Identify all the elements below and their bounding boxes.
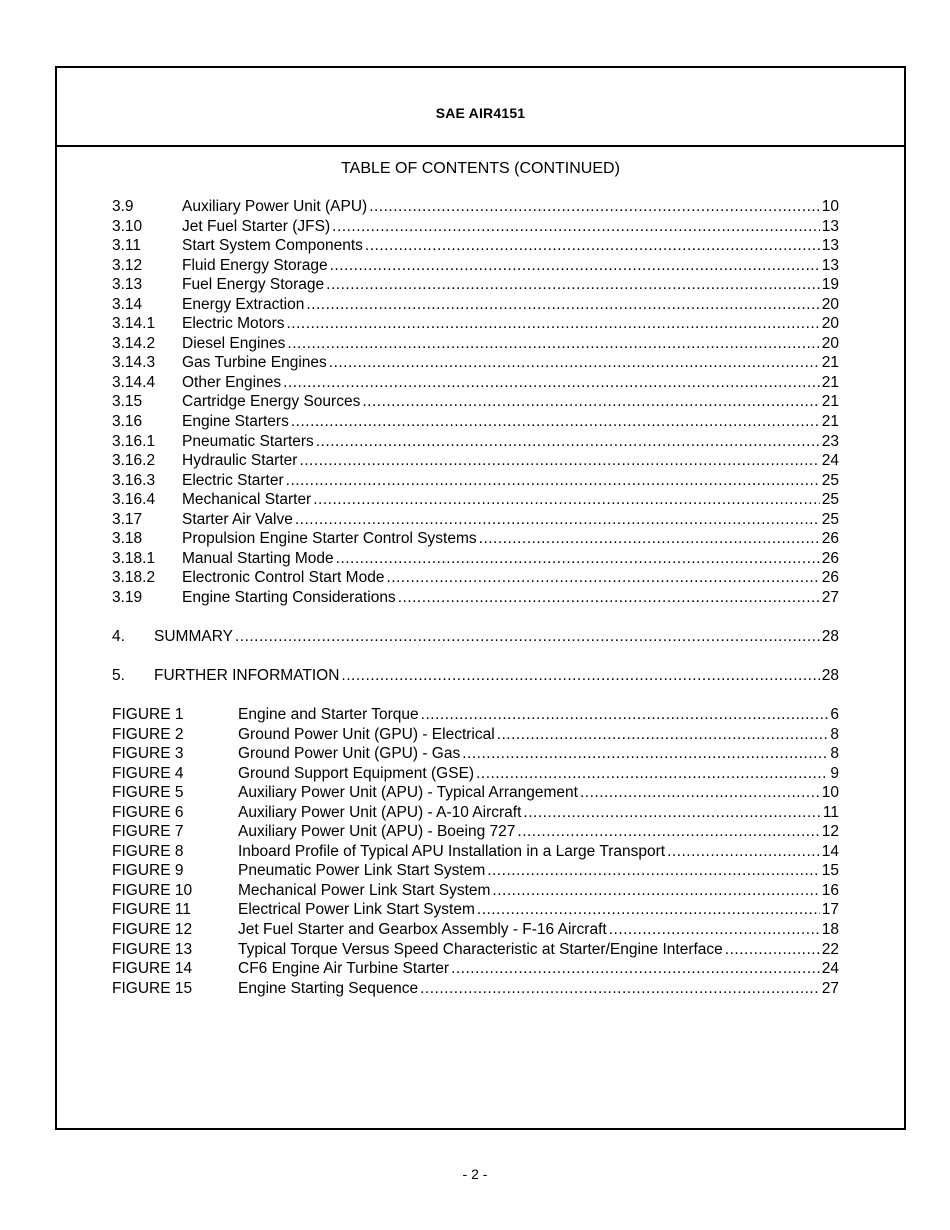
figure-page: 8	[830, 725, 839, 743]
figure-page: 6	[830, 706, 839, 723]
figure-number: FIGURE 5	[112, 784, 184, 802]
toc-leader-dots	[362, 392, 819, 412]
toc-entry-label: Hydraulic Starter	[182, 452, 298, 470]
toc-entry-page: 23	[821, 432, 839, 450]
figure-number: FIGURE 4	[112, 764, 184, 782]
toc-entry-label: Electric Motors	[182, 315, 285, 333]
toc-entry-number: 3.15	[112, 393, 143, 411]
toc-entry-number: 3.18.1	[112, 549, 156, 567]
figure-number: FIGURE 3	[112, 745, 184, 763]
toc-entry-page: 28	[821, 628, 839, 645]
figure-page: 11	[822, 803, 839, 821]
toc-entry-page: 19	[821, 276, 839, 294]
toc-leader-dots	[287, 334, 819, 354]
toc-entry[interactable]	[112, 549, 839, 569]
toc-entry-label: Electric Starter	[182, 471, 284, 489]
toc-figure-entry[interactable]	[112, 783, 839, 803]
toc-entry-page: 20	[821, 295, 839, 313]
toc-entry-number: 5.	[112, 667, 125, 684]
figure-page: 8	[830, 745, 839, 763]
toc-leader-dots	[420, 979, 820, 999]
figure-title: Auxiliary Power Unit (APU) - Boeing 727	[238, 823, 516, 841]
toc-leader-dots	[313, 490, 820, 510]
toc-figure-entry[interactable]	[112, 705, 839, 725]
toc-entry-label: Cartridge Energy Sources	[182, 393, 361, 411]
toc-entry-number: 3.16.3	[112, 471, 156, 489]
toc-entry[interactable]	[112, 510, 839, 530]
toc-entry-number: 3.13	[112, 276, 143, 294]
figure-page: 24	[821, 960, 839, 978]
toc-entry[interactable]	[112, 568, 839, 588]
figure-title: Engine Starting Sequence	[238, 979, 419, 997]
figure-title: Jet Fuel Starter and Gearbox Assembly - F-16 Aircraft	[238, 921, 607, 939]
figure-title: Auxiliary Power Unit (APU) - Typical Arrangement	[238, 784, 578, 802]
toc-entry-page: 13	[821, 217, 839, 235]
toc-entry[interactable]	[112, 334, 839, 354]
toc-entry-page: 13	[821, 256, 839, 274]
toc-leader-dots	[299, 451, 819, 471]
figure-page: 9	[830, 764, 839, 782]
toc-leader-dots	[517, 822, 819, 842]
figure-title: Ground Power Unit (GPU) - Gas	[238, 745, 461, 763]
figure-title: CF6 Engine Air Turbine Starter	[238, 960, 450, 978]
toc-leader-dots	[609, 920, 820, 940]
toc-entry-number: 3.10	[112, 217, 143, 235]
figure-title: Ground Support Equipment (GSE)	[238, 764, 475, 782]
toc-entry-number: 3.17	[112, 510, 143, 528]
toc-entry-page: 25	[821, 510, 839, 528]
toc-entry[interactable]	[112, 275, 839, 295]
toc-entry-page: 21	[821, 373, 839, 391]
toc-entry-page: 24	[821, 452, 839, 470]
toc-entry-label: FURTHER INFORMATION	[154, 667, 340, 684]
page-frame	[55, 66, 906, 1130]
figure-title: Pneumatic Power Link Start System	[238, 862, 486, 880]
figure-number: FIGURE 11	[112, 901, 191, 919]
figure-page: 22	[821, 940, 839, 958]
toc-entry-page: 26	[821, 549, 839, 567]
toc-figure-entry[interactable]	[112, 822, 839, 842]
toc-leader-dots	[492, 881, 819, 901]
figure-number: FIGURE 15	[112, 979, 193, 997]
toc-entry-label: Mechanical Starter	[182, 491, 312, 509]
toc-entry-page: 20	[821, 334, 839, 352]
toc-figure-entry[interactable]	[112, 900, 839, 920]
figure-page: 16	[821, 881, 839, 899]
toc-entry[interactable]	[112, 588, 839, 608]
toc-entry-number: 3.18.2	[112, 569, 156, 587]
toc-entry-number: 3.16	[112, 413, 143, 431]
toc-entry[interactable]	[112, 451, 839, 471]
figure-page: 15	[821, 862, 839, 880]
toc-figure-entry[interactable]	[112, 725, 839, 745]
figure-page: 14	[821, 842, 839, 860]
toc-leader-dots	[477, 900, 820, 920]
figure-number: FIGURE 10	[112, 881, 193, 899]
toc-entry-further-information[interactable]	[112, 666, 839, 686]
toc-leader-dots	[330, 256, 820, 276]
toc-entry-label: Starter Air Valve	[182, 510, 293, 528]
figure-number: FIGURE 6	[112, 803, 184, 821]
figure-title: Mechanical Power Link Start System	[238, 881, 491, 899]
toc-leader-dots	[386, 568, 819, 588]
toc-entry-number: 3.9	[112, 198, 134, 215]
toc-leader-dots	[316, 432, 820, 452]
toc-leader-dots	[369, 197, 820, 217]
toc-entry-page: 21	[821, 354, 839, 372]
figure-number: FIGURE 14	[112, 960, 193, 978]
toc-entry-label: Propulsion Engine Starter Control Systems	[182, 530, 477, 548]
toc-leader-dots	[332, 217, 820, 237]
toc-figure-entry[interactable]	[112, 744, 839, 764]
toc-entry-number: 3.12	[112, 256, 143, 274]
toc-entry-number: 4.	[112, 628, 125, 645]
toc-entry-page: 25	[821, 491, 839, 509]
toc-leader-dots	[479, 529, 820, 549]
toc-figure-entry[interactable]	[112, 881, 839, 901]
toc-leader-dots	[451, 959, 820, 979]
figure-number: FIGURE 1	[112, 706, 184, 723]
toc-entry-number: 3.14.4	[112, 373, 156, 391]
toc-figure-entry[interactable]	[112, 803, 839, 823]
toc-figure-entry[interactable]	[112, 920, 839, 940]
toc-leader-dots	[291, 412, 820, 432]
toc-entry-number: 3.14.1	[112, 315, 156, 333]
toc-entry-page: 20	[821, 315, 839, 333]
toc-entry-page: 13	[821, 237, 839, 255]
toc-title: TABLE OF CONTENTS (CONTINUED)	[341, 160, 620, 177]
toc-leader-dots	[341, 666, 819, 686]
toc-leader-dots	[476, 764, 828, 784]
toc-entry-page: 25	[821, 471, 839, 489]
figure-page: 12	[821, 823, 839, 841]
toc-further-information	[112, 666, 839, 686]
toc-leader-dots	[287, 314, 820, 334]
toc-entry[interactable]	[112, 353, 839, 373]
figure-number: FIGURE 8	[112, 842, 184, 860]
figure-title: Typical Torque Versus Speed Characteristic at Starter/Engine Interface	[238, 940, 723, 958]
toc-entry-page: 26	[821, 530, 839, 548]
figure-title: Engine and Starter Torque	[238, 706, 419, 723]
toc-leader-dots	[580, 783, 820, 803]
toc-leader-dots	[329, 353, 820, 373]
toc-leader-dots	[487, 861, 820, 881]
toc-entry[interactable]	[112, 432, 839, 452]
toc-entry-label: SUMMARY	[154, 628, 233, 645]
figure-number: FIGURE 2	[112, 725, 184, 743]
toc-entry-page: 21	[821, 393, 839, 411]
toc-entry-number: 3.14.3	[112, 354, 156, 372]
toc-entry[interactable]	[112, 490, 839, 510]
toc-leader-dots	[725, 940, 820, 960]
toc-entry[interactable]	[112, 197, 839, 217]
toc-entry-label: Energy Extraction	[182, 295, 305, 313]
toc-leader-dots	[421, 705, 829, 725]
toc-leader-dots	[295, 510, 820, 530]
toc-entry-number: 3.16.2	[112, 452, 156, 470]
toc-entry-label: Other Engines	[182, 373, 282, 391]
toc-leader-dots	[497, 725, 829, 745]
figure-number: FIGURE 9	[112, 862, 184, 880]
toc-leader-dots	[306, 295, 819, 315]
toc-entry-label: Gas Turbine Engines	[182, 354, 327, 372]
toc-entry-label: Jet Fuel Starter (JFS)	[182, 217, 331, 235]
toc-figure-entry[interactable]	[112, 764, 839, 784]
toc-entry[interactable]	[112, 256, 839, 276]
toc-entry[interactable]	[112, 392, 839, 412]
toc-entry[interactable]	[112, 217, 839, 237]
toc-leader-dots	[523, 803, 821, 823]
figure-title: Ground Power Unit (GPU) - Electrical	[238, 725, 495, 743]
toc-entry[interactable]	[112, 295, 839, 315]
toc-figure-entry[interactable]	[112, 842, 839, 862]
toc-entry-page: 10	[821, 198, 839, 215]
toc-entry-label: Engine Starting Considerations	[182, 588, 396, 606]
toc-entry-label: Diesel Engines	[182, 334, 286, 352]
toc-entry-label: Manual Starting Mode	[182, 549, 334, 567]
toc-entry-label: Auxiliary Power Unit (APU)	[182, 198, 368, 215]
figure-title: Inboard Profile of Typical APU Installation in a Large Transport	[238, 842, 666, 860]
figure-title: Electrical Power Link Start System	[238, 901, 475, 919]
toc-entry[interactable]	[112, 314, 839, 334]
toc-leader-dots	[462, 744, 828, 764]
toc-figure-entry[interactable]	[112, 940, 839, 960]
toc-sections-list	[112, 197, 839, 607]
document-header	[57, 68, 904, 147]
toc-entry-label: Start System Components	[182, 237, 363, 255]
toc-entry-summary[interactable]	[112, 627, 839, 647]
toc-entry-page: 28	[821, 667, 839, 684]
figure-page: 18	[821, 921, 839, 939]
toc-entry-number: 3.14	[112, 295, 143, 313]
toc-entry[interactable]	[112, 529, 839, 549]
figure-number: FIGURE 13	[112, 940, 193, 958]
toc-figure-entry[interactable]	[112, 861, 839, 881]
toc-entry-label: Electronic Control Start Mode	[182, 569, 385, 587]
toc-entry-label: Fluid Energy Storage	[182, 256, 328, 274]
toc-entry-number: 3.16.1	[112, 432, 156, 450]
page-number: - 2 -	[462, 1166, 488, 1182]
toc-leader-dots	[286, 471, 820, 491]
toc-entry-label: Engine Starters	[182, 413, 289, 431]
toc-leader-dots	[336, 549, 820, 569]
toc-entry-label: Pneumatic Starters	[182, 432, 314, 450]
toc-leader-dots	[283, 373, 820, 393]
toc-entry-number: 3.18	[112, 530, 143, 548]
document-id: SAE AIR4151	[435, 105, 526, 121]
toc-summary	[112, 627, 839, 647]
figure-number: FIGURE 12	[112, 921, 193, 939]
toc-entry[interactable]	[112, 412, 839, 432]
toc-entry-page: 27	[821, 588, 839, 606]
toc-leader-dots	[235, 627, 820, 647]
toc-leader-dots	[365, 236, 820, 256]
toc-leader-dots	[398, 588, 820, 608]
figure-page: 17	[821, 901, 839, 919]
toc-leader-dots	[667, 842, 820, 862]
toc-figure-entry[interactable]	[112, 979, 839, 999]
toc-entry[interactable]	[112, 373, 839, 393]
toc-entry-number: 3.14.2	[112, 334, 156, 352]
toc-entry-number: 3.11	[112, 237, 142, 255]
toc-entry-number: 3.19	[112, 588, 143, 606]
figure-page: 27	[821, 979, 839, 997]
toc-entry[interactable]	[112, 471, 839, 491]
toc-figure-entry[interactable]	[112, 959, 839, 979]
toc-entry[interactable]	[112, 236, 839, 256]
toc-leader-dots	[326, 275, 820, 295]
toc-entry-page: 26	[821, 569, 839, 587]
toc-entry-number: 3.16.4	[112, 491, 156, 509]
toc-entry-label: Fuel Energy Storage	[182, 276, 325, 294]
toc-figures-list	[112, 705, 839, 998]
toc-entry-page: 21	[821, 413, 839, 431]
figure-page: 10	[821, 784, 839, 802]
figure-number: FIGURE 7	[112, 823, 184, 841]
figure-title: Auxiliary Power Unit (APU) - A-10 Aircraft	[238, 803, 522, 821]
